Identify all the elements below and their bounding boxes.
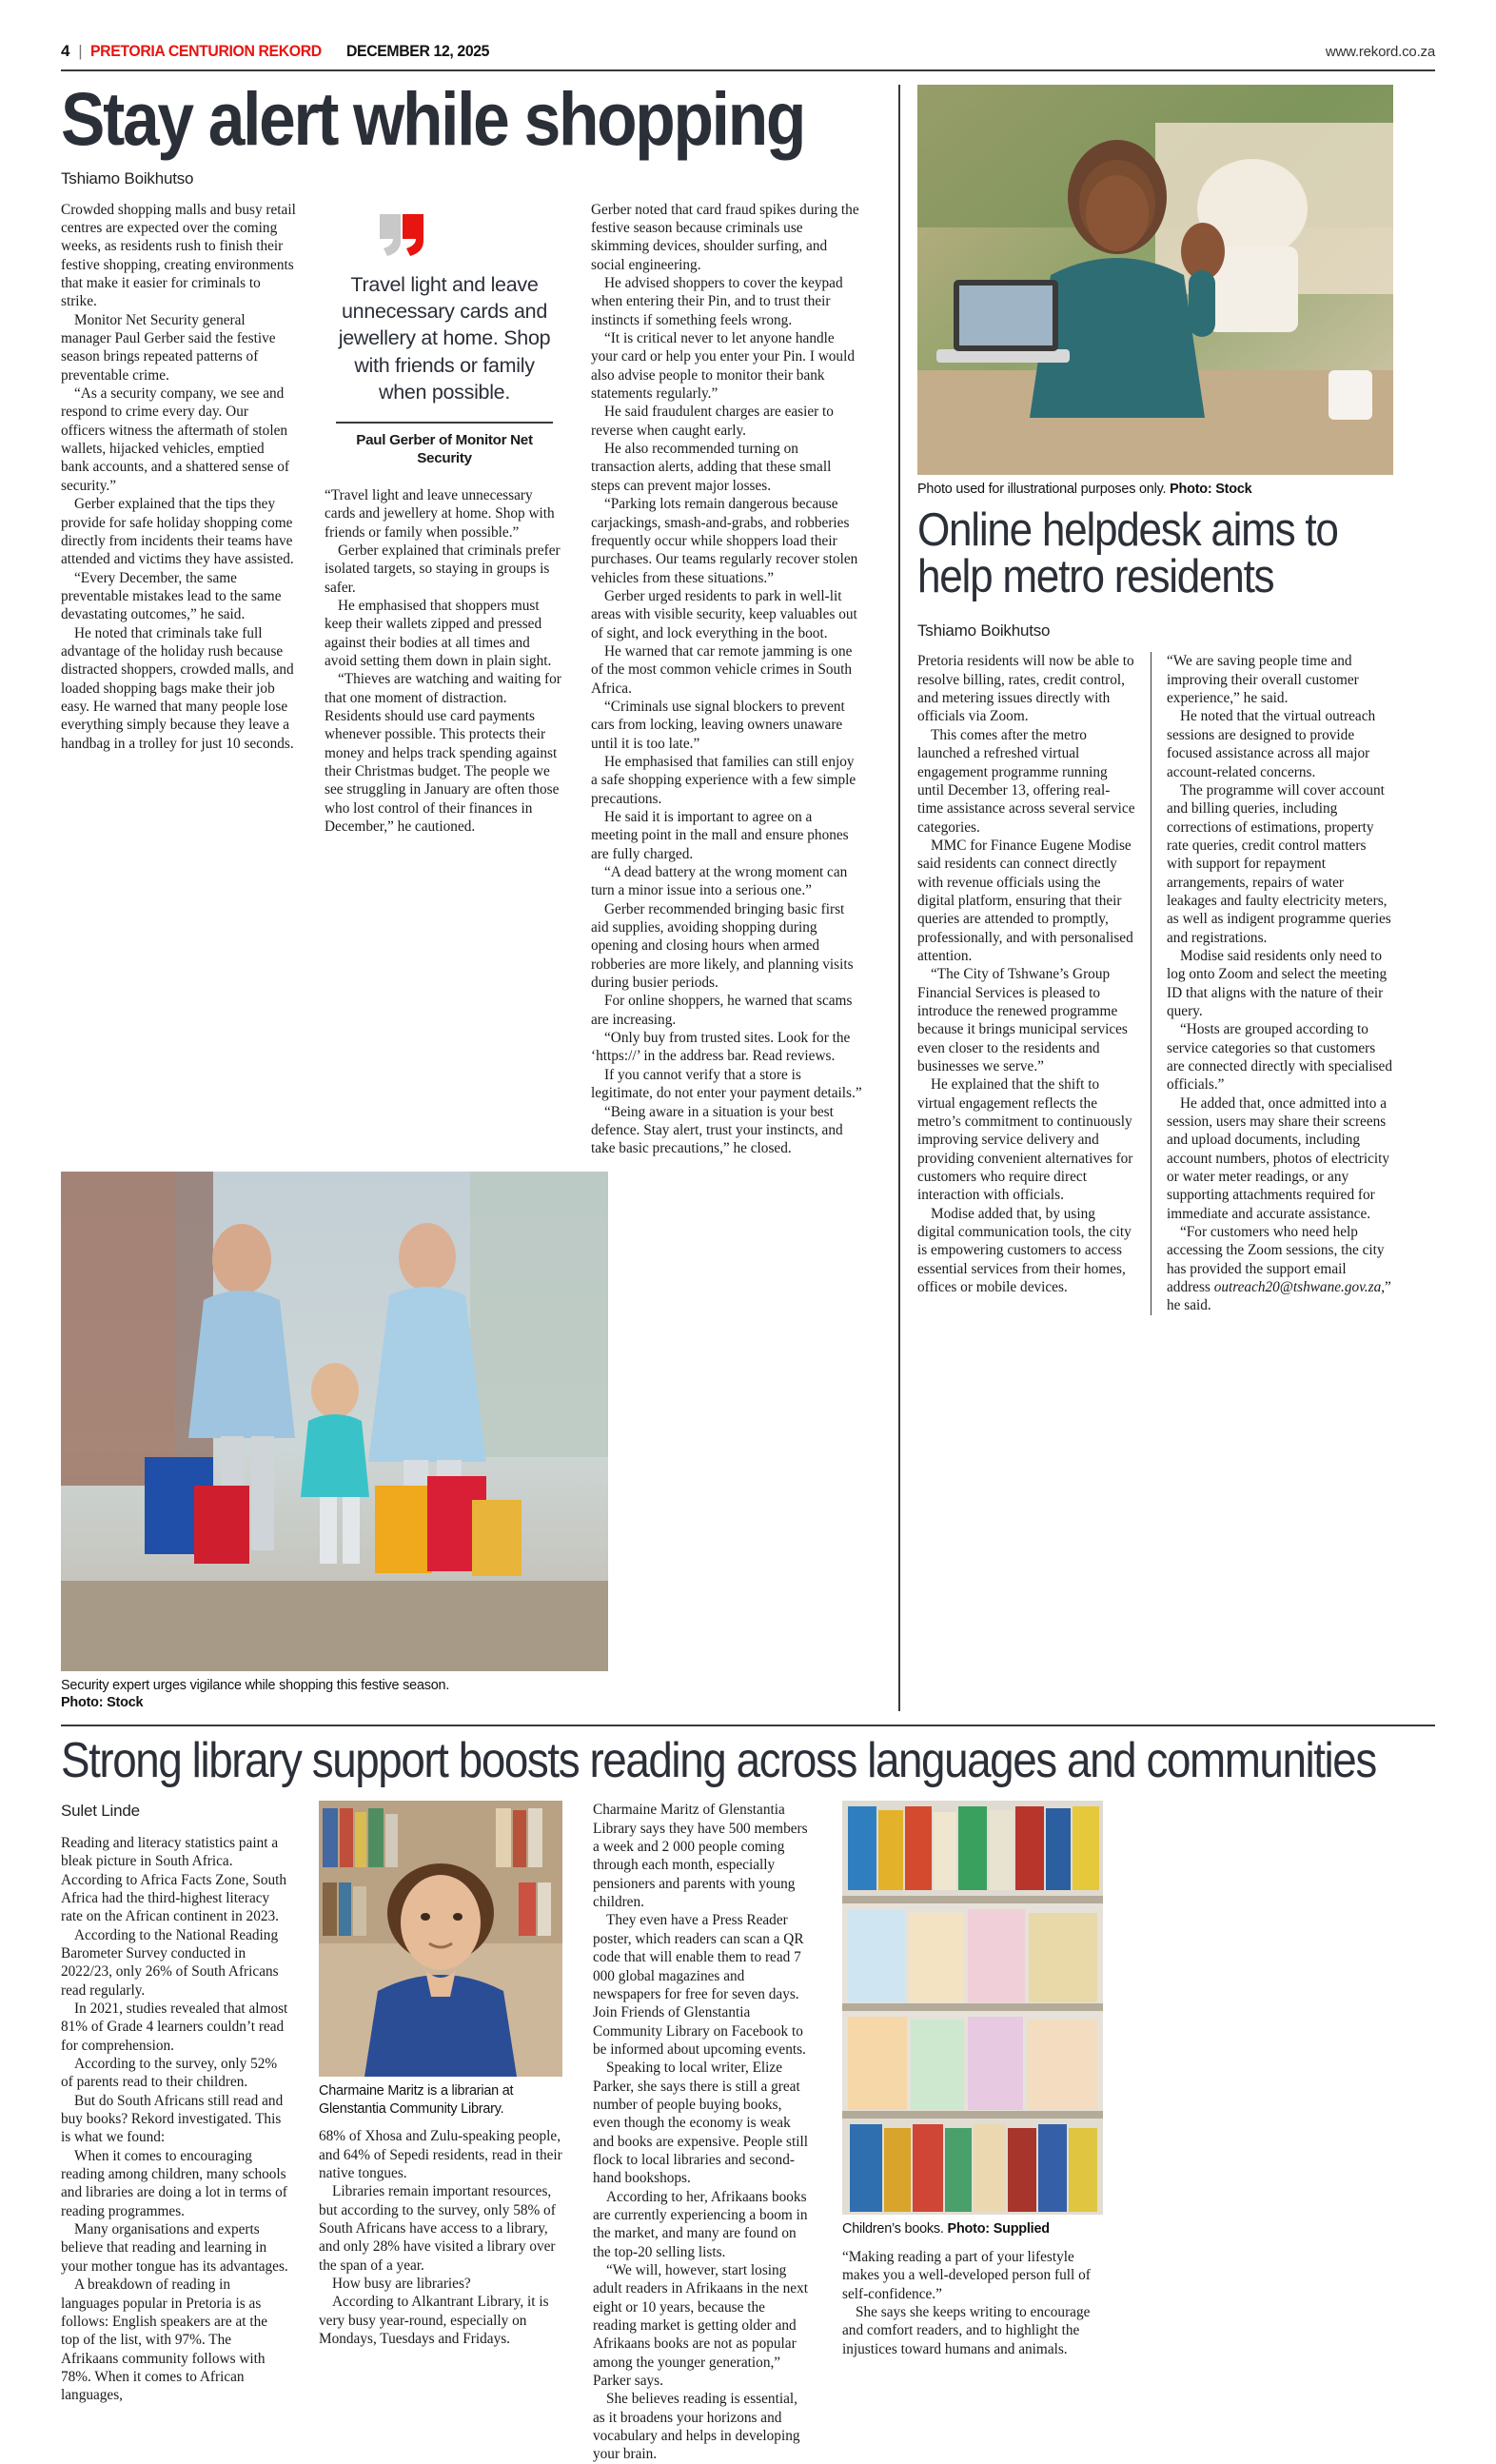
paragraph: “Hosts are grouped according to service categories so that customers are connected directly with specialised officials.” [1167,1021,1392,1094]
paragraph: He emphasised that shoppers must keep their wallets zipped and pressed against their bodies at all times and avoid setting them down in plain sight. [325,598,552,670]
paragraph: If you cannot verify that a store is legitimate, do not enter your payment details.” [591,1066,862,1102]
library-column-4 [827,1801,1103,2463]
paragraph: Gerber urged residents to park in well-lit areas with visible security, keep valuables out of sight, and lock everything in the boot. [591,587,857,641]
librarian-photo-caption: Charmaine Maritz is a librarian at Glenstantia Community Library. [319,2083,514,2117]
paragraph: “Criminals use signal blockers to prevent cars from locking, leaving owners unaware until it is too late.” [591,698,845,752]
paragraph: Gerber recommended bringing basic first aid supplies, avoiding shopping during opening and closing hours when armed robberies are more likely, and planning visits during busier periods. [591,900,854,992]
paragraph: Pretoria residents will now be able to resolve billing, rates, credit control, and metering issues directly with officials via Zoom. [917,653,1134,725]
paragraph: For online shoppers, he warned that scams are increasing. [591,993,853,1028]
paragraph: According to the survey, only 52% of parents read to their children. [61,2056,278,2091]
paragraph: He noted that the virtual outreach sessions are designed to provide focused assistance across all major account-related concerns. [1167,708,1376,780]
shopping-column-2 [310,201,577,1158]
paragraph: Gerber explained that criminals prefer isolated targets, so staying in groups is safer. [325,542,561,596]
family-photo-block [61,1172,608,1712]
helpdesk-headline: Online helpdesk aims to help metro residents [917,504,1338,603]
paragraph: Modise said residents only need to log onto Zoom and select the meeting ID that aligns with the nature of their query. [1167,947,1388,1019]
paragraph: How busy are libraries? [332,2276,471,2293]
paragraph: They even have a Press Reader poster, which readers can scan a QR code that will enable them to read 7 000 global magazines and newspapers for free for seven days. Join Friends of Glenstantia Community Library on Facebook to be informed about upcoming events. [593,1912,806,2058]
paragraph: 68% of Xhosa and Zulu-speaking people, and 64% of Sepedi residents, read in their native tongues. [319,2128,562,2181]
paragraph: He explained that the shift to virtual engagement reflects the metro’s commitment to continuously improving service delivery and providing convenient alternatives for customers who require direct interaction with officials. [917,1076,1133,1204]
library-headline: Strong library support boosts reading across languages and communities [61,1733,1376,1789]
paragraph: He warned that car remote jamming is one of the most common vehicle crimes in South Africa. [591,642,853,697]
caption-credit: Photo: Supplied [947,2221,1050,2237]
paragraph: He advised shoppers to cover the keypad when entering their Pin, and to trust their instincts if something feels wrong. [591,275,843,328]
family-shopping-photo [61,1172,608,1671]
helpdesk-column-2 [1151,652,1393,1314]
paragraph: “Making reading a part of your lifestyle makes you a well-developed person full of self-confidence.” [842,2248,1091,2302]
caption-text: Security expert urges vigilance while shopping this festive season. [61,1677,450,1693]
pull-quote-text: Travel light and leave unnecessary cards and jewellery at home. Shop with friends or family when possible. [338,272,551,404]
byline-shopping: Tshiamo Boikhutso [61,168,194,187]
paragraph: “Being aware in a situation is your best defence. Stay alert, trust your instincts, and take basic precautions,” he closed. [591,1103,843,1157]
paragraph: According to Alkantrant Library, it is very busy year-round, especially on Mondays, Tuesdays and Fridays. [319,2294,549,2348]
pull-quote [325,208,562,467]
paragraph: Charmaine Maritz of Glenstantia Library says they have 500 members a week and 2 000 people coming through each month, especially pensioners and parents with young children. [593,1802,808,1911]
paragraph: Reading and literacy statistics paint a bleak picture in South Africa. According to Africa Facts Zone, South Africa had the third-highest literacy rate on the African continent in 2023. [61,1834,287,1925]
masthead-rule [61,69,1435,71]
library-columns [61,1801,1435,2463]
pull-quote-attribution: Paul Gerber of Monitor Net Security [356,431,533,466]
childrens-books-shelf-photo [842,1801,1103,2215]
paragraph: Libraries remain important resources, but according to the survey, only 58% of South Africans have access to a library, and only 28% have visited a library over the span of a year. [319,2183,556,2274]
helpdesk-columns [917,652,1393,1314]
family-photo-caption [61,1677,608,1712]
quote-mark-icon [376,208,427,260]
paragraph: “A dead battery at the wrong moment can turn a minor issue into a serious one.” [591,864,848,899]
caption-text: Photo used for illustrational purposes only. [917,482,1167,497]
paragraph: In 2021, studies revealed that almost 81% of Grade 4 learners couldn’t read for comprehension. [61,2001,288,2054]
library-column-2 [304,1801,578,2463]
library-section-rule [61,1725,1435,1726]
support-email[interactable]: outreach20@tshwane.gov.za [1213,1279,1382,1296]
paragraph: Crowded shopping malls and busy retail centres are expected over the coming weeks, as residents rush to finish their festive shopping, creating environments that make it easier for criminals to strike. [61,201,296,310]
paragraph: He said fraudulent charges are easier to reverse when caught early. [591,404,834,439]
shopping-columns [61,201,879,1158]
closing-text-end: ,” he said. [1167,1279,1391,1314]
pull-quote-rule [336,422,553,424]
paragraph: This comes after the metro launched a refreshed virtual engagement programme running until December 13, offering real-time assistance across several service categories. [917,726,1135,836]
byline-helpdesk: Tshiamo Boikhutso [917,621,1051,641]
article-library [61,1733,1435,2463]
paragraph: When it comes to encouraging reading among children, many schools and libraries are doing a lot in terms of reading programmes. [61,2147,287,2219]
librarian-portrait-photo [319,1801,562,2077]
caption-credit: Photo: Stock [61,1694,144,1710]
paragraph: Speaking to local writer, Elize Parker, she says there is still a great number of people buying books, even though the economy is weak and books are expensive. People still flock to local libraries and second-hand bookshops. [593,2060,809,2187]
page-title: Stay alert while shopping [61,76,805,161]
paragraph: Monitor Net Security general manager Paul Gerber said the festive season brings repeated patterns of preventable crime. [61,311,276,384]
paragraph: “We will, however, start losing adult readers in Afrikaans in the next eight or 10 years, because the reading market is getting older and Afrikaans books are not as popular among the younger generation,” Parker says. [593,2262,808,2390]
paragraph: A breakdown of reading in languages popular in Pretoria is as follows: English speakers are at the top of the list, with 97%. The Afrikaans community follows with 78%. When it comes to African languages, [61,2277,268,2404]
paragraph: She says she keeps writing to encourage and comfort readers, and to highlight the injustices toward humans and animals. [842,2303,1091,2357]
paragraph: “Travel light and leave unnecessary cards and jewellery at home. Shop with friends or family when possible.” [325,486,555,541]
article-online-helpdesk [898,85,1393,1711]
paragraph: The programme will cover account and billing queries, including corrections of estimations, property rate queries, credit control matters with support for repayment arrangements, repairs of water leakages and faulty electricity meters, as well as indigent programme queries and registrations. [1167,781,1391,946]
shopping-column-1 [61,201,310,1158]
paragraph: MMC for Finance Eugene Modise said residents can connect directly with revenue officials using the digital platform, ensuring that their queries are attended to promptly, professionally, and with personalised attention. [917,837,1133,964]
masthead [61,42,1435,61]
byline-library: Sulet Linde [61,1802,140,1821]
page-number: 4 [61,42,70,60]
helpdesk-column-1 [917,652,1151,1314]
publication-name: PRETORIA CENTURION REKORD [90,42,323,60]
closing-text-start: “For customers who need help accessing the Zoom sessions, the city has provided the support email address [1167,1224,1385,1296]
paragraph: Gerber noted that card fraud spikes during the festive season because criminals use skimming devices, shoulder surfing, and social engineering. [591,201,859,273]
paragraph: “Parking lots remain dangerous because carjackings, smash-and-grabs, and robberies frequently occur while shoppers load their purchases. Our teams regularly recover stolen vehicles from these situations.” [591,496,858,586]
books-photo-caption [842,2220,1103,2237]
library-column-3 [578,1801,827,2463]
paragraph: He emphasised that families can still enjoy a safe shopping experience with a few simple precautions. [591,753,856,807]
paragraph: She believes reading is essential, as it broadens your horizons and vocabulary and helps in developing your brain. [593,2391,800,2463]
helpdesk-photo-caption [917,481,1393,498]
paragraph: “Only buy from trusted sites. Look for the ‘https://’ in the address bar. Read reviews. [591,1030,851,1065]
paragraph: Gerber explained that the tips they provide for safe holiday shopping come directly from incidents their teams have attended and victims they have assisted. [61,496,294,568]
woman-waving-laptop-photo [917,85,1393,475]
library-column-1 [61,1801,304,2463]
caption-credit: Photo: Stock [1170,482,1252,497]
paragraph: “We are saving people time and improving their overall customer experience,” he said. [1167,653,1359,707]
paragraph: According to the National Reading Barometer Survey conducted in 2022/23, only 26% of South Africans read regularly. [61,1926,279,1999]
paragraph: According to her, Afrikaans books are currently experiencing a boom in the market, and many are found on the top-20 selling lists. [593,2188,808,2260]
paragraph: But do South Africans still read and buy books? Rekord investigated. This is what we found: [61,2092,284,2146]
article-stay-alert [61,76,898,1711]
paragraph: Modise added that, by using digital communication tools, the city is empowering customers to access essential services from their homes, offices or mobile devices. [917,1205,1132,1296]
closing-paragraph [1167,1223,1393,1315]
caption-text: Children’s books. [842,2221,944,2237]
paragraph: “Thieves are watching and waiting for that one moment of distraction. Residents should use card payments whenever possible. This protects their money and helps track spending against their Christmas budget. The people we see struggling in January are often those who lost control of their finances in December,” he cautioned. [325,671,561,836]
shopping-column-3 [577,201,862,1158]
publication-date: DECEMBER 12, 2025 [345,42,489,60]
top-section [61,76,1435,1711]
website-url[interactable]: www.rekord.co.za [1325,44,1435,60]
paragraph: Many organisations and experts believe that reading and learning in your mother tongue has its advantages. [61,2221,288,2275]
paragraph: “As a security company, we see and respond to crime every day. Our officers witness the aftermath of stolen wallets, hijacked vehicles, emptied bank accounts, and a shattered sense of security.” [61,385,289,494]
masthead-separator: | [78,42,83,60]
paragraph: “Every December, the same preventable mistakes lead to the same devastating outcomes,” he said. [61,569,282,623]
paragraph: He said it is important to agree on a meeting point in the mall and ensure phones are fully charged. [591,809,849,862]
paragraph: He noted that criminals take full advantage of the holiday rush because distracted shoppers, crowded malls, and loaded shopping bags make their job easy. He warned that many people lose everything simply because they leave a handbag in a trolley for just 10 seconds. [61,624,294,752]
paragraph: He added that, once admitted into a session, users may share their screens and upload documents, including account numbers, photos of electricity or water meter readings, or any supporting attachments required for immediate and accurate assistance. [1167,1094,1390,1222]
paragraph: He also recommended turning on transaction alerts, adding that these small steps can prevent major losses. [591,441,832,494]
paragraph: “It is critical never to let anyone handle your card or help you enter your Pin. I would also advise people to monitor their bank statements regularly.” [591,330,855,403]
paragraph: “The City of Tshwane’s Group Financial Services is pleased to introduce the renewed programme because it brings municipal services even closer to the residents and businesses we serve.” [917,966,1128,1074]
